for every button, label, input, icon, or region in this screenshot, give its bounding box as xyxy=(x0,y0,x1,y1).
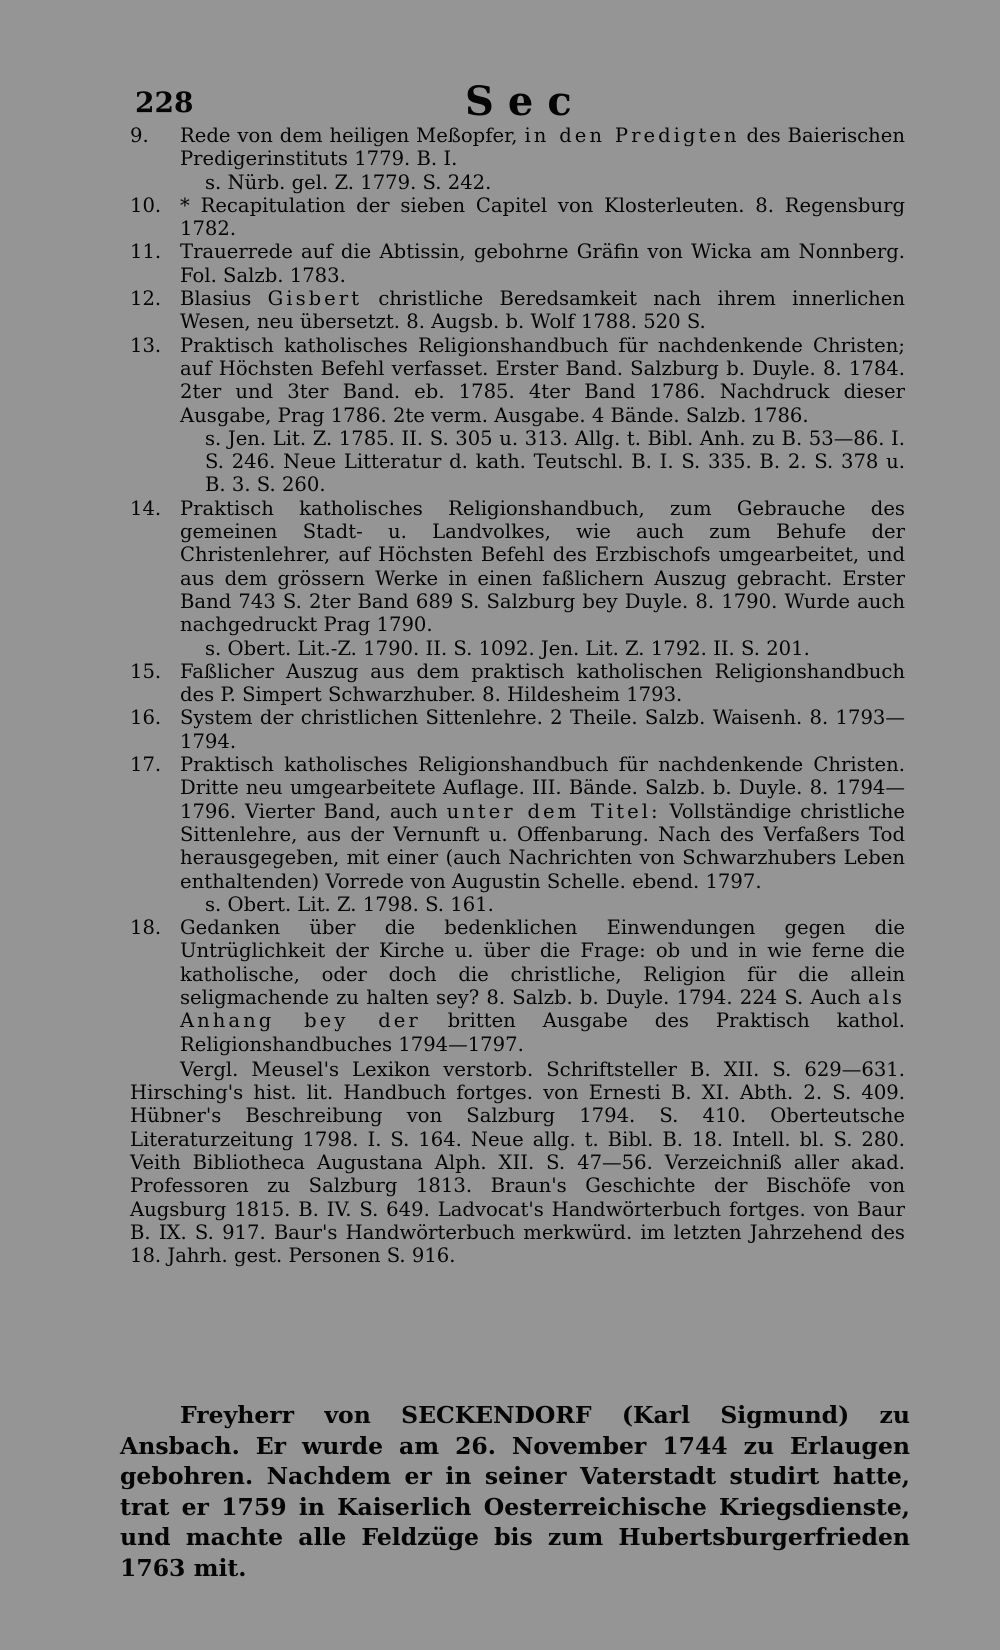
entry-number: 13. xyxy=(130,333,162,357)
page-number: 228 xyxy=(135,86,194,119)
entry-review: s. Obert. Lit.-Z. 1790. II. S. 1092. Jen. Lit. Z. 1792. II. S. 201. xyxy=(205,636,810,660)
bibliography-entry-11 xyxy=(130,240,905,287)
entry-number: 18. xyxy=(130,916,162,940)
entry-text-continued: christliche Beredsamkeit nach ihrem innerlichen Wesen, neu übersetzt. 8. Augsb. b. Wolf 1788. 520 S. xyxy=(180,287,905,334)
entry-text: Rede von dem heiligen Meßopfer, xyxy=(180,124,518,147)
entry-review: s. Jen. Lit. Z. 1785. II. S. 305 u. 313. Allg. t. Bibl. Anh. zu B. 53—86. I. S. 246. Neue Litteratur d. kath. Teutschl. B. I. S. 335. B. 2. S. 378 u. B. 3. S. 260. xyxy=(205,426,905,497)
bibliography-list xyxy=(130,124,905,1268)
entry-review: s. Obert. Lit. Z. 1798. S. 161. xyxy=(205,892,494,916)
entry-number: 17. xyxy=(130,753,162,777)
biography-paragraph: Freyherr von SECKENDORF (Karl Sigmund) zu Ansbach. Er wurde am 26. November 1744 zu Erlaugen gebohren. Nachdem er in seiner Vaterstadt studirt hatte, trat er 1759 in Kaiserlich Oesterreichische Kriegsdienste, und machte alle Feldzüge bis zum Hubertsburgerfrieden 1763 mit. xyxy=(120,1401,910,1582)
bibliography-entry-13 xyxy=(130,334,905,497)
running-head: Sec xyxy=(465,78,586,125)
entry-number: 9. xyxy=(130,124,149,147)
entry-number: 10. xyxy=(130,193,162,217)
bibliography-entry-16 xyxy=(130,706,905,753)
bibliography-entry-10 xyxy=(130,194,905,241)
entry-text: Blasius xyxy=(180,287,252,311)
entry-spaced-text: Gisbert xyxy=(267,287,363,311)
entry-text-continued: des Baierischen Predigerinstituts 1779. B. I. xyxy=(180,124,905,171)
entry-text: Trauerrede auf die Abtissin, gebohrne Gräfin von Wicka am Nonnberg. Fol. Salzb. 1783. xyxy=(180,240,905,287)
entry-text: Gedanken über die bedenklichen Einwendungen gegen die Untrüglichkeit der Kirche u. über die Frage: ob und in wie ferne die katholische, oder doch die christliche, Religion für die allein seligmachende zu halten sey? 8. Salzb. b. Duyle. 1794. 224 S. Auch xyxy=(180,916,905,1009)
bibliography-entry-9 xyxy=(130,124,905,194)
bibliography-entry-14 xyxy=(130,497,905,660)
entry-text: Praktisch katholisches Religionshandbuch, zum Gebrauche des gemeinen Stadt- u. Landvolkes, wie auch zum Behufe der Christenlehrer, auf Höchsten Befehl des Erzbischofs umgearbeitet, und aus dem grössern Werke in einen faßlichern Auszug gebracht. Erster Band 743 S. 2ter Band 689 S. Salzburg bey Duyle. 8. 1790. Wurde auch nachgedruckt Prag 1790. xyxy=(180,496,905,637)
entry-review: s. Nürb. gel. Z. 1779. S. 242. xyxy=(205,170,492,194)
entry-spaced-text: unter dem Titel: xyxy=(446,799,661,823)
bibliography-entry-15 xyxy=(130,660,905,707)
references-paragraph: Vergl. Meusel's Lexikon verstorb. Schriftsteller B. XII. S. 629—631. Hirsching's hist. lit. Handbuch fortges. von Ernesti B. XI. Abth. 2. S. 409. Hübner's Beschreibung von Salzburg 1794. S. 410. Oberteutsche Literaturzeitung 1798. I. S. 164. Neue allg. t. Bibl. B. 18. Intell. bl. S. 280. Veith Bibliotheca Augustana Alph. XII. S. 47—56. Verzeichniß aller akad. Professoren zu Salzburg 1813. Braun's Geschichte der Bischöfe von Augsburg 1815. B. IV. S. 649. Ladvocat's Handwörterbuch fortges. von Baur B. IX. S. 917. Baur's Handwörterbuch merkwürd. im letzten Jahrzehend des 18. Jahrh. gest. Personen S. 916. xyxy=(130,1057,905,1268)
entry-number: 12. xyxy=(130,287,162,311)
entry-number: 14. xyxy=(130,496,162,520)
bibliography-entry-18 xyxy=(130,916,905,1056)
entry-text-continued: britten Ausgabe des Praktisch kathol. Religionshandbuches 1794—1797. xyxy=(180,1009,905,1056)
entry-number: 16. xyxy=(130,706,162,730)
entry-spaced-text: in den Predigten xyxy=(524,124,740,147)
entry-number: 15. xyxy=(130,659,162,683)
entry-text: Praktisch katholisches Religionshandbuch für nachdenkende Christen. Dritte neu umgearbeitete Auflage. III. Bände. Salzb. b. Duyle. 8. 1794—1796. Vierter Band, auch xyxy=(180,753,905,823)
bibliography-entry-17 xyxy=(130,753,905,916)
entry-text: System der christlichen Sittenlehre. 2 Theile. Salzb. Waisenh. 8. 1793—1794. xyxy=(180,706,905,753)
bibliography-entry-12 xyxy=(130,287,905,334)
entry-text: * Recapitulation der sieben Capitel von Klosterleuten. 8. Regensburg 1782. xyxy=(180,193,905,241)
page-header xyxy=(135,78,900,128)
entry-spaced-text: als Anhang bey der xyxy=(180,985,905,1033)
entry-text-continued: Vollständige christliche Sittenlehre, aus der Vernunft u. Offenbarung. Nach des Verfaßers Tod herausgegeben, mit einer (auch Nachrichten von Schwarzhubers Leben enthaltenden) Vorrede von Augustin Schelle. ebend. 1797. xyxy=(180,799,905,893)
entry-text: Faßlicher Auszug aus dem praktisch katholischen Religionshandbuch des P. Simpert Schwarzhuber. 8. Hildesheim 1793. xyxy=(180,659,905,707)
entry-text: Praktisch katholisches Religionshandbuch für nachdenkende Christen; auf Höchsten Befehl verfasset. Erster Band. Salzburg b. Duyle. 8. 1784. 2ter und 3ter Band. eb. 1785. 4ter Band 1786. Nachdruck dieser Ausgabe, Prag 1786. 2te verm. Ausgabe. 4 Bände. Salzb. 1786. xyxy=(180,333,905,427)
entry-number: 11. xyxy=(130,240,162,264)
